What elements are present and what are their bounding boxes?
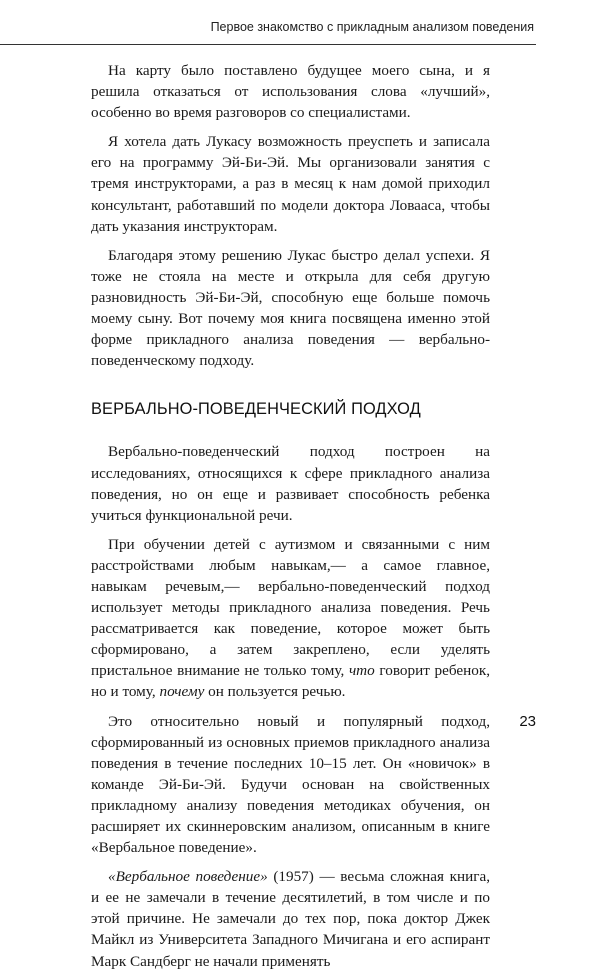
paragraph-7 xyxy=(91,866,490,971)
paragraph-2: Я хотела дать Лукасу возможность преуспеть и записала его на программу Эй-Би-Эй. Мы организовали занятия с тремя инструкторами, а раз в месяц к нам домой приходил консультант, работавший по модели доктора Ловааса, чтобы дать указания инструкторам. xyxy=(91,133,490,235)
paragraph-3: Благодаря этому решению Лукас быстро делал успехи. Я тоже не стояла на месте и открыла для себя другую разновидность Эй-Би-Эй, способную еще больше помочь моему сыну. Вот почему моя книга посвящена именно этой форме прикладного анализа поведения — вербально-поведенческому подходу. xyxy=(91,246,490,370)
page-body xyxy=(91,60,490,978)
paragraph-1: На карту было поставлено будущее моего сына, и я решила отказаться от использования слова «лучший», особенно во время разговоров со специалистами. xyxy=(91,62,490,122)
italic-book-title: «Вербальное поведение» xyxy=(108,868,268,886)
paragraph-5-part-a: При обучении детей с аутизмом и связанными с ним расстройствами любым навыкам,— а самое главное, навыкам речевым,— вербально-поведенческий подход использует методы прикладного анализа поведения. Речь рассматривается как поведение, которое может быть сформировано, а затем закреплено, если уделять пристальное внимание не только тому, xyxy=(91,535,490,680)
page-number: 23 xyxy=(519,713,536,730)
header-rule xyxy=(0,44,536,45)
paragraph-4: Вербально-поведенческий подход построен на исследованиях, относящихся к сфере прикладного анализа поведения, но он еще и развивает способность ребенка учиться функциональной речи. xyxy=(91,443,490,524)
paragraph-7-rest: (1957) — весьма сложная книга, и ее не замечали в течение десятилетий, в том числе и по этой причине. Не замечали до тех пор, пока доктор Джек Майкл из Университета Западного Мичигана и его аспирант Марк Сандберг не начали применять xyxy=(91,868,490,970)
paragraph-5-part-b: говорит ребенок, но и тому, xyxy=(91,662,490,701)
italic-word-chto: что xyxy=(348,662,375,680)
italic-word-pochemu: почему xyxy=(159,683,205,701)
paragraph-6: Это относительно новый и популярный подход, сформированный из основных приемов прикладного анализа поведения в течение последних 10–15 лет. Он «новичок» в команде Эй-Би-Эй. Будучи основан на свойственных прикладному анализу поведения методиках обучения, он расширяет их скиннеровским анализом, описанным в книге «Вербальное поведение». xyxy=(91,712,490,857)
paragraph-5 xyxy=(91,534,490,703)
section-heading: ВЕРБАЛЬНО-ПОВЕДЕНЧЕСКИЙ ПОДХОД xyxy=(91,400,421,419)
paragraph-5-part-c: он пользуется речью. xyxy=(204,683,346,701)
running-header-title: Первое знакомство с прикладным анализом поведения xyxy=(210,20,534,34)
